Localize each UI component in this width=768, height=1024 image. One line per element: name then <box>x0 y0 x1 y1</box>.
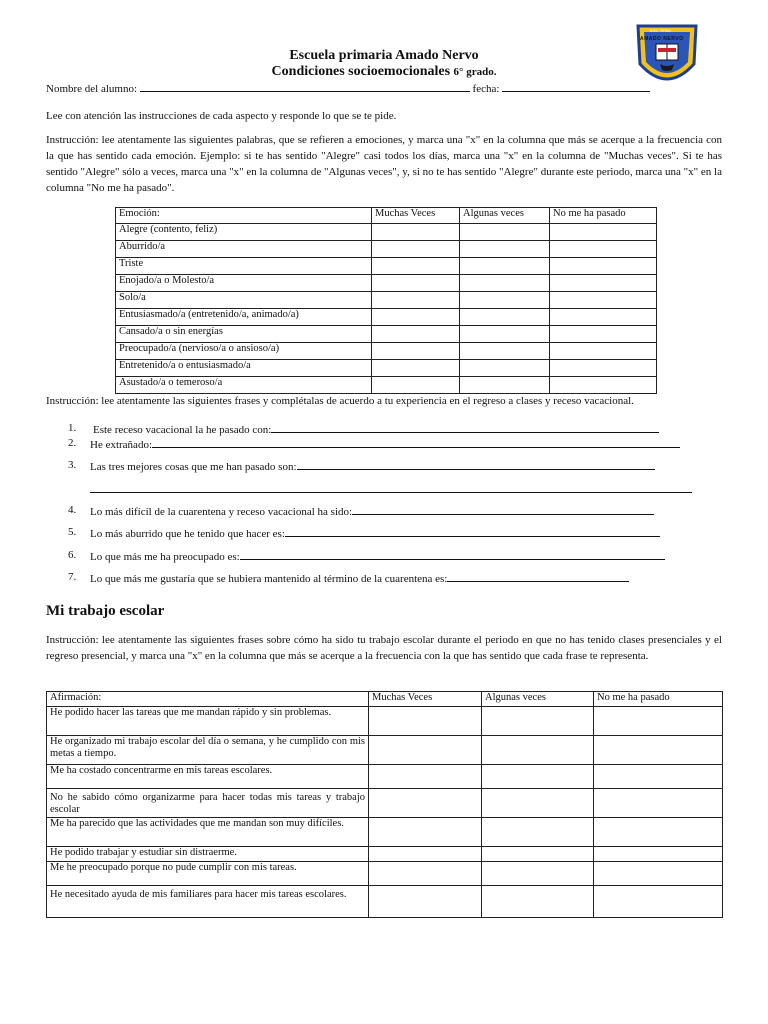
answer-cell[interactable] <box>369 886 482 918</box>
answer-cell[interactable] <box>460 326 550 343</box>
answer-cell[interactable] <box>372 377 460 394</box>
statement-row-label: Me he preocupado porque no pude cumplir con mis tareas. <box>47 862 369 886</box>
answer-cell[interactable] <box>460 275 550 292</box>
answer-cell[interactable] <box>594 736 723 765</box>
work-header-some: Algunas veces <box>482 692 594 707</box>
answer-cell[interactable] <box>460 360 550 377</box>
answer-cell[interactable] <box>594 847 723 862</box>
emotions-header-never: No me ha pasado <box>550 208 657 224</box>
answer-cell[interactable] <box>369 707 482 736</box>
answer-cell[interactable] <box>550 275 657 292</box>
sentence-line <box>90 459 655 473</box>
answer-cell[interactable] <box>460 343 550 360</box>
emotion-row-label: Entretenido/a o entusiasmado/a <box>116 360 372 377</box>
answer-cell[interactable] <box>482 736 594 765</box>
answer-line[interactable] <box>271 422 659 433</box>
sentence-extra-line <box>90 482 692 496</box>
answer-cell[interactable] <box>482 847 594 862</box>
statement-row-label: He necesitado ayuda de mis familiares para hacer mis tareas escolares. <box>47 886 369 918</box>
sentence-line <box>90 571 629 585</box>
logo-text-top: ESC. PRIM. <box>650 28 672 33</box>
answer-line[interactable] <box>240 549 665 560</box>
sentence-text: Este receso vacacional la he pasado con: <box>93 424 272 436</box>
sentence-text: Lo más difícil de la cuarentena y receso vacacional ha sido: <box>90 506 353 518</box>
sentence-line <box>90 422 659 436</box>
answer-cell[interactable] <box>550 309 657 326</box>
answer-cell[interactable] <box>550 224 657 241</box>
date-field[interactable] <box>502 81 650 92</box>
answer-cell[interactable] <box>372 258 460 275</box>
answer-cell[interactable] <box>482 818 594 847</box>
answer-cell[interactable] <box>372 275 460 292</box>
sentence-number: 5. <box>68 526 77 538</box>
statement-row-label: He podido trabajar y estudiar sin distraerme. <box>47 847 369 862</box>
instruction-3: Instrucción: lee atentamente las siguientes frases sobre cómo ha sido tu trabajo escolar durante el periodo en que no has tenido clases presenciales y el regreso presencial, y marca una "x" en la columna que más se acerque a la frecuencia con la que has sentido que cada frase te representa. <box>46 634 722 662</box>
instruction-1: Instrucción: lee atentamente las siguientes palabras, que se refieren a emociones, y marca una "x" en la columna que más se acerque a la frecuencia con la que has sentido cada emoción. Ejemplo: si te has sentido "Alegre" casi todos los días, marca una "x" en la columna de "Muchas veces". Si te has sentido "Alegre" sólo a veces, marca una "x" en la columna de "Algunas veces", y, si no te has sentido "Alegre" durante este periodo, marca una "x" en la columna "No me ha pasado". <box>46 134 722 194</box>
statement-row-label: He organizado mi trabajo escolar del día o semana, y he cumplido con mis metas a tiempo. <box>47 736 369 765</box>
emotions-header-some: Algunas veces <box>460 208 550 224</box>
answer-cell[interactable] <box>550 241 657 258</box>
answer-cell[interactable] <box>594 789 723 818</box>
answer-cell[interactable] <box>460 309 550 326</box>
answer-cell[interactable] <box>594 886 723 918</box>
statement-row-label: No he sabido cómo organizarme para hacer todas mis tareas y trabajo escolar <box>47 789 369 818</box>
emotion-row-label: Enojado/a o Molesto/a <box>116 275 372 292</box>
answer-cell[interactable] <box>460 377 550 394</box>
emotion-row-label: Entusiasmado/a (entretenido/a, animado/a) <box>116 309 372 326</box>
answer-cell[interactable] <box>372 309 460 326</box>
answer-cell[interactable] <box>594 818 723 847</box>
answer-cell[interactable] <box>372 224 460 241</box>
student-line <box>46 81 650 95</box>
answer-cell[interactable] <box>550 377 657 394</box>
sentence-line <box>90 437 680 451</box>
intro-text: Lee con atención las instrucciones de cada aspecto y responde lo que se te pide. <box>46 110 397 122</box>
emotion-row-label: Solo/a <box>116 292 372 309</box>
instruction-2: Instrucción: lee atentamente las siguientes frases y complétalas de acuerdo a tu experiencia en el regreso a clases y receso vacacional. <box>46 395 634 407</box>
answer-line[interactable] <box>90 482 692 493</box>
emotions-header-emotion: Emoción: <box>116 208 372 224</box>
date-label: fecha: <box>472 83 500 95</box>
sentence-number: 3. <box>68 459 77 471</box>
work-header-statement: Afirmación: <box>47 692 369 707</box>
statement-row-label: Me ha costado concentrarme en mis tareas escolares. <box>47 765 369 789</box>
answer-line[interactable] <box>447 571 629 582</box>
answer-cell[interactable] <box>372 241 460 258</box>
section-title: Mi trabajo escolar <box>46 603 165 619</box>
sentence-number: 7. <box>68 571 77 583</box>
answer-cell[interactable] <box>550 343 657 360</box>
school-name: Escuela primaria Amado Nervo <box>289 48 479 63</box>
emotion-row-label: Preocupado/a (nervioso/a o ansioso/a) <box>116 343 372 360</box>
name-label: Nombre del alumno: <box>46 83 138 95</box>
sentence-text: He extrañado: <box>90 439 152 451</box>
answer-cell[interactable] <box>594 707 723 736</box>
answer-cell[interactable] <box>482 707 594 736</box>
logo-text-name: AMADO NERVO <box>640 36 684 42</box>
answer-line[interactable] <box>352 504 654 515</box>
sentence-number: 6. <box>68 549 77 561</box>
name-field[interactable] <box>140 81 470 92</box>
answer-cell[interactable] <box>460 292 550 309</box>
emotions-header-many: Muchas Veces <box>372 208 460 224</box>
sentence-text: Lo más aburrido que he tenido que hacer es: <box>90 528 285 540</box>
emotion-row-label: Cansado/a o sin energías <box>116 326 372 343</box>
answer-cell[interactable] <box>372 326 460 343</box>
sentence-text: Lo que más me ha preocupado es: <box>90 551 240 563</box>
answer-cell[interactable] <box>369 818 482 847</box>
emotions-table <box>115 207 657 394</box>
sentence-text: Lo que más me gustaría que se hubiera mantenido al término de la cuarentena es: <box>90 573 448 585</box>
work-table <box>46 691 723 918</box>
sentence-number: 2. <box>68 437 77 449</box>
answer-cell[interactable] <box>594 862 723 886</box>
emotion-row-label: Triste <box>116 258 372 275</box>
answer-cell[interactable] <box>550 292 657 309</box>
work-header-never: No me ha pasado <box>594 692 723 707</box>
answer-cell[interactable] <box>482 886 594 918</box>
sentence-line <box>90 549 665 563</box>
emotion-row-label: Alegre (contento, feliz) <box>116 224 372 241</box>
emotion-row-label: Aburrido/a <box>116 241 372 258</box>
answer-cell[interactable] <box>482 862 594 886</box>
answer-cell[interactable] <box>482 789 594 818</box>
answer-line[interactable] <box>297 459 655 470</box>
answer-line[interactable] <box>152 437 680 448</box>
answer-cell[interactable] <box>369 847 482 862</box>
answer-cell[interactable] <box>369 789 482 818</box>
emotion-row-label: Asustado/a o temeroso/a <box>116 377 372 394</box>
answer-cell[interactable] <box>460 224 550 241</box>
answer-cell[interactable] <box>482 765 594 789</box>
sentence-line <box>90 526 660 540</box>
sentence-line <box>90 504 654 518</box>
work-header-many: Muchas Veces <box>369 692 482 707</box>
answer-cell[interactable] <box>460 258 550 275</box>
statement-row-label: He podido hacer las tareas que me mandan rápido y sin problemas. <box>47 707 369 736</box>
answer-cell[interactable] <box>550 258 657 275</box>
form-subtitle: Condiciones socioemocionales <box>271 64 451 79</box>
answer-cell[interactable] <box>372 360 460 377</box>
sentence-text: Las tres mejores cosas que me han pasado son: <box>90 461 297 473</box>
sentence-number: 4. <box>68 504 77 516</box>
grade-label: 6° grado. <box>453 66 497 78</box>
answer-cell[interactable] <box>550 326 657 343</box>
answer-cell[interactable] <box>594 765 723 789</box>
answer-cell[interactable] <box>369 736 482 765</box>
answer-cell[interactable] <box>372 343 460 360</box>
answer-cell[interactable] <box>372 292 460 309</box>
statement-row-label: Me ha parecido que las actividades que me mandan son muy difíciles. <box>47 818 369 847</box>
answer-cell[interactable] <box>369 862 482 886</box>
answer-cell[interactable] <box>369 765 482 789</box>
sentence-number: 1. <box>68 422 77 434</box>
answer-line[interactable] <box>285 526 660 537</box>
answer-cell[interactable] <box>460 241 550 258</box>
answer-cell[interactable] <box>550 360 657 377</box>
